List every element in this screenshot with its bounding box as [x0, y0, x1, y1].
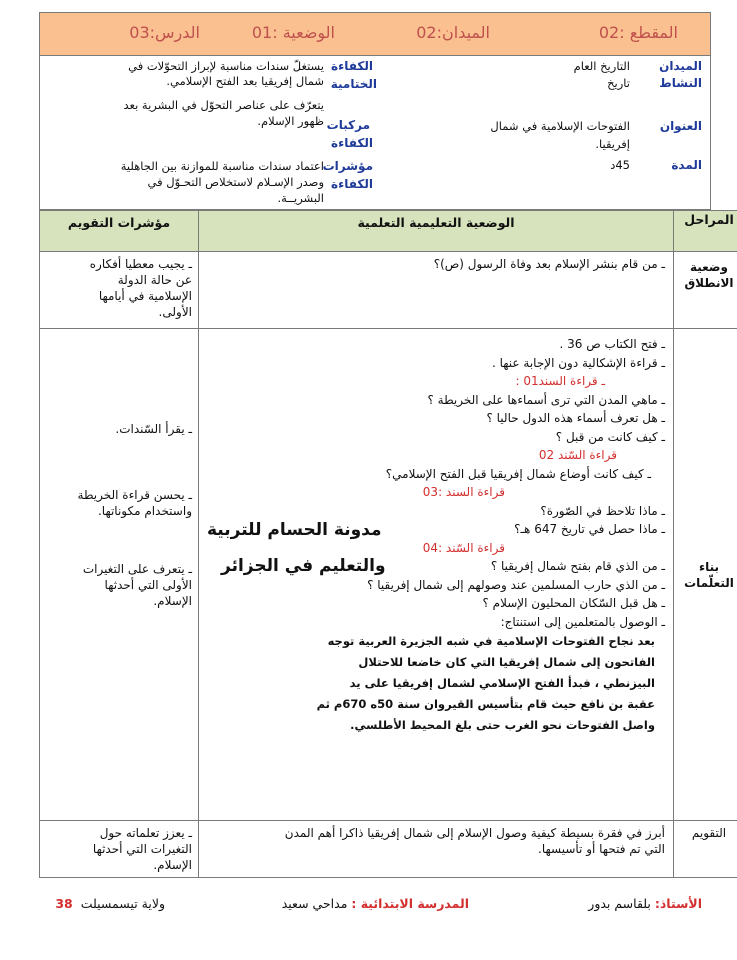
final-comp-label-1: الكفاءة — [331, 59, 373, 73]
final-comp-label-2: الختامية — [330, 77, 377, 91]
activity-info-value: تاريخ — [607, 76, 630, 90]
activity-line-9: ـ من الذي قام بفتح شمال إفريقيا ؟ — [490, 559, 665, 573]
school-info — [282, 896, 469, 911]
lesson-table — [39, 210, 737, 878]
components-label-1: مركبات — [326, 118, 370, 132]
lesson-label: الدرس:03 — [129, 23, 200, 42]
conclusion-line-5: واصل الفتوحات نحو الغرب حتى بلغ المحيط الأطلسي. — [350, 718, 655, 732]
stage-evaluation-activity — [199, 821, 674, 878]
conclusion-line-1: بعد نجاح الفتوحات الإسلامية في شبه الجزيرة العربية توجه — [327, 634, 655, 648]
situation-label: الوضعية :01 — [251, 23, 335, 42]
evaluation-line-2: التي تم فتحها أو تأسيسها. — [538, 842, 665, 856]
stage-launch-eval-4: الأولى. — [158, 305, 192, 319]
stage-launch-label-1: وضعية — [689, 260, 728, 274]
title-info-value-2: إفريقيا. — [595, 137, 630, 151]
page-number: 38 — [55, 896, 73, 911]
building-eval-5: الأولى التي أحدثها — [104, 578, 192, 592]
activity-line-2: ـ قراءة الإشكالية دون الإجابة عنها . — [491, 355, 665, 370]
activity-line-1: ـ فتح الكتاب ص 36 . — [559, 337, 665, 351]
stage-launch — [674, 252, 737, 329]
stage-launch-activity — [199, 252, 674, 329]
source-1-heading: ـ قراءة السند01 : — [515, 374, 605, 388]
col-stages-header: المراحل — [674, 211, 737, 252]
evaluation-eval-2: التغيرات التي أحدثها — [92, 842, 192, 856]
activity-line-10: ـ من الذي حارب المسلمين عند وصولهم إلى شمال إفريقيا ؟ — [367, 577, 665, 592]
indicators-label-2: الكفاءة — [331, 177, 373, 191]
components-label-2: الكفاءة — [331, 136, 373, 150]
teacher-info — [588, 896, 702, 911]
school-label: المدرسة الابتدائية : — [351, 896, 469, 911]
stage-building-eval — [40, 329, 199, 821]
province-info — [55, 896, 165, 911]
source-2-heading: قراءة السّند 02 — [538, 448, 617, 462]
indicators-text-3: البشريــة. — [277, 191, 324, 205]
teacher-label: الأستاذ: — [654, 896, 702, 911]
indicators-text-1: اعتماد سندات مناسبة للموازنة بين الجاهلية — [120, 159, 324, 173]
col-situation-header: الوضعية التعليمية التعلمية — [199, 211, 674, 252]
activity-line-7: ـ ماذا تلاحظ في الصّورة؟ — [540, 503, 665, 518]
stage-building-label-2: التعلّمات — [684, 575, 734, 590]
final-comp-text-2: شمال إفريقيا بعد الفتح الإسلامي. — [166, 74, 324, 88]
components-text-1: يتعرّف على عناصر التحوّل في البشرية بعد — [123, 98, 324, 112]
components-text-2: ظهور الإسلام. — [257, 114, 324, 128]
stage-building-label-1: بناء — [698, 559, 720, 574]
title-info-label: العنوان — [659, 119, 702, 133]
conclusion-line-2: الفاتحون إلى شمال إفريقيا التي كان خاضعا للاحتلال — [358, 655, 655, 669]
conclusion-block — [207, 631, 665, 736]
evaluation-line-1: أبرز في فقرة بسيطة كيفية وصول الإسلام إلى شمال إفريقيا ذاكرا أهم المدن — [284, 826, 665, 840]
stage-launch-eval-3: الإسلامية في أيامها — [98, 289, 192, 303]
building-eval-6: الإسلام. — [153, 594, 192, 608]
activity-line-6: ـ كيف كانت أوضاع شمال إفريقيا قبل الفتح الإسلامي؟ — [385, 466, 651, 481]
segment-label: المقطع :02 — [598, 23, 678, 42]
building-eval-4: ـ يتعرف على التغيرات — [82, 562, 192, 576]
final-comp-text-1: يستغلّ سندات مناسبة لإبراز التحوّلات في — [128, 59, 324, 73]
activity-line-3: ـ ماهي المدن التي ترى أسماءها على الخريطة ؟ — [427, 392, 665, 407]
stage-evaluation-eval — [40, 821, 199, 878]
source-3-heading: قراءة السند :03 — [422, 485, 505, 499]
stage-launch-eval-2: عن حالة الدولة — [117, 273, 192, 287]
activity-line-4: ـ هل تعرف أسماء هذه الدول حاليا ؟ — [486, 411, 665, 425]
stage-launch-eval — [40, 252, 199, 329]
field-info-label: الميدان — [659, 59, 702, 73]
activity-line-5: ـ كيف كانت من قبل ؟ — [555, 429, 665, 444]
field-info-value: التاريخ العام — [573, 59, 630, 73]
school-name: مداحي سعيد — [281, 896, 352, 911]
province-name: ولاية تيسمسيلت — [80, 896, 165, 911]
source-4-heading: قراءة السّند :04 — [422, 540, 505, 555]
duration-info-label: المدة — [671, 158, 702, 172]
header-bar — [39, 12, 711, 56]
stage-launch-question: ـ من قام بنشر الإسلام بعد وفاة الرسول (ص)؟ — [433, 257, 665, 271]
teacher-name: بلقاسم بدور — [588, 896, 655, 911]
stage-launch-eval-1: ـ يجيب معطيا أفكاره — [89, 257, 192, 271]
building-eval-2: ـ يحسن قراءة الخريطة — [77, 488, 192, 502]
activity-line-11: ـ هل قبل السّكان المحليون الإسلام ؟ — [482, 596, 665, 610]
info-block — [39, 56, 711, 210]
watermark-line-2: والتعليم في الجزائر — [221, 556, 386, 576]
watermark-line-1: مدونة الحسام للتربية — [207, 520, 382, 540]
duration-info-value: 45د — [610, 158, 630, 172]
stage-building — [674, 329, 737, 821]
indicators-label-1: مؤشرات — [322, 159, 373, 173]
activity-line-8: ـ ماذا حصل في تاريخ 647 هـ؟ — [514, 522, 665, 536]
title-info-value-1: الفتوحات الإسلامية في شمال — [490, 119, 630, 133]
col-indicators-header: مؤشرات التقويم — [40, 211, 199, 252]
activity-line-12: ـ الوصول بالمتعلمين إلى استنتاج: — [500, 614, 665, 629]
building-eval-3: واستخدام مكوناتها. — [97, 504, 192, 518]
evaluation-eval-3: الإسلام. — [153, 858, 192, 872]
stage-evaluation — [674, 821, 737, 878]
stage-launch-label-2: الانطلاق — [684, 276, 734, 290]
field-label: الميدان:02 — [416, 23, 490, 42]
stage-evaluation-label: التقويم — [691, 826, 727, 840]
conclusion-line-4: عقبة بن نافع حيث قام بتأسيس القيروان سنة 50ه 670م ثم — [316, 697, 655, 711]
indicators-text-2: وصدر الإسـلام لاستخلاص التحـوّل في — [147, 175, 324, 189]
stage-building-activity — [199, 329, 674, 821]
evaluation-eval-1: ـ يعزز تعلماته حول — [99, 826, 192, 840]
conclusion-line-3: البيزنطي ، فبدأ الفتح الإسلامي لشمال إفريقيا على يد — [349, 676, 655, 690]
activity-info-label: النشاط — [659, 76, 702, 90]
building-eval-1: ـ يقرأ السّندات. — [115, 422, 192, 436]
